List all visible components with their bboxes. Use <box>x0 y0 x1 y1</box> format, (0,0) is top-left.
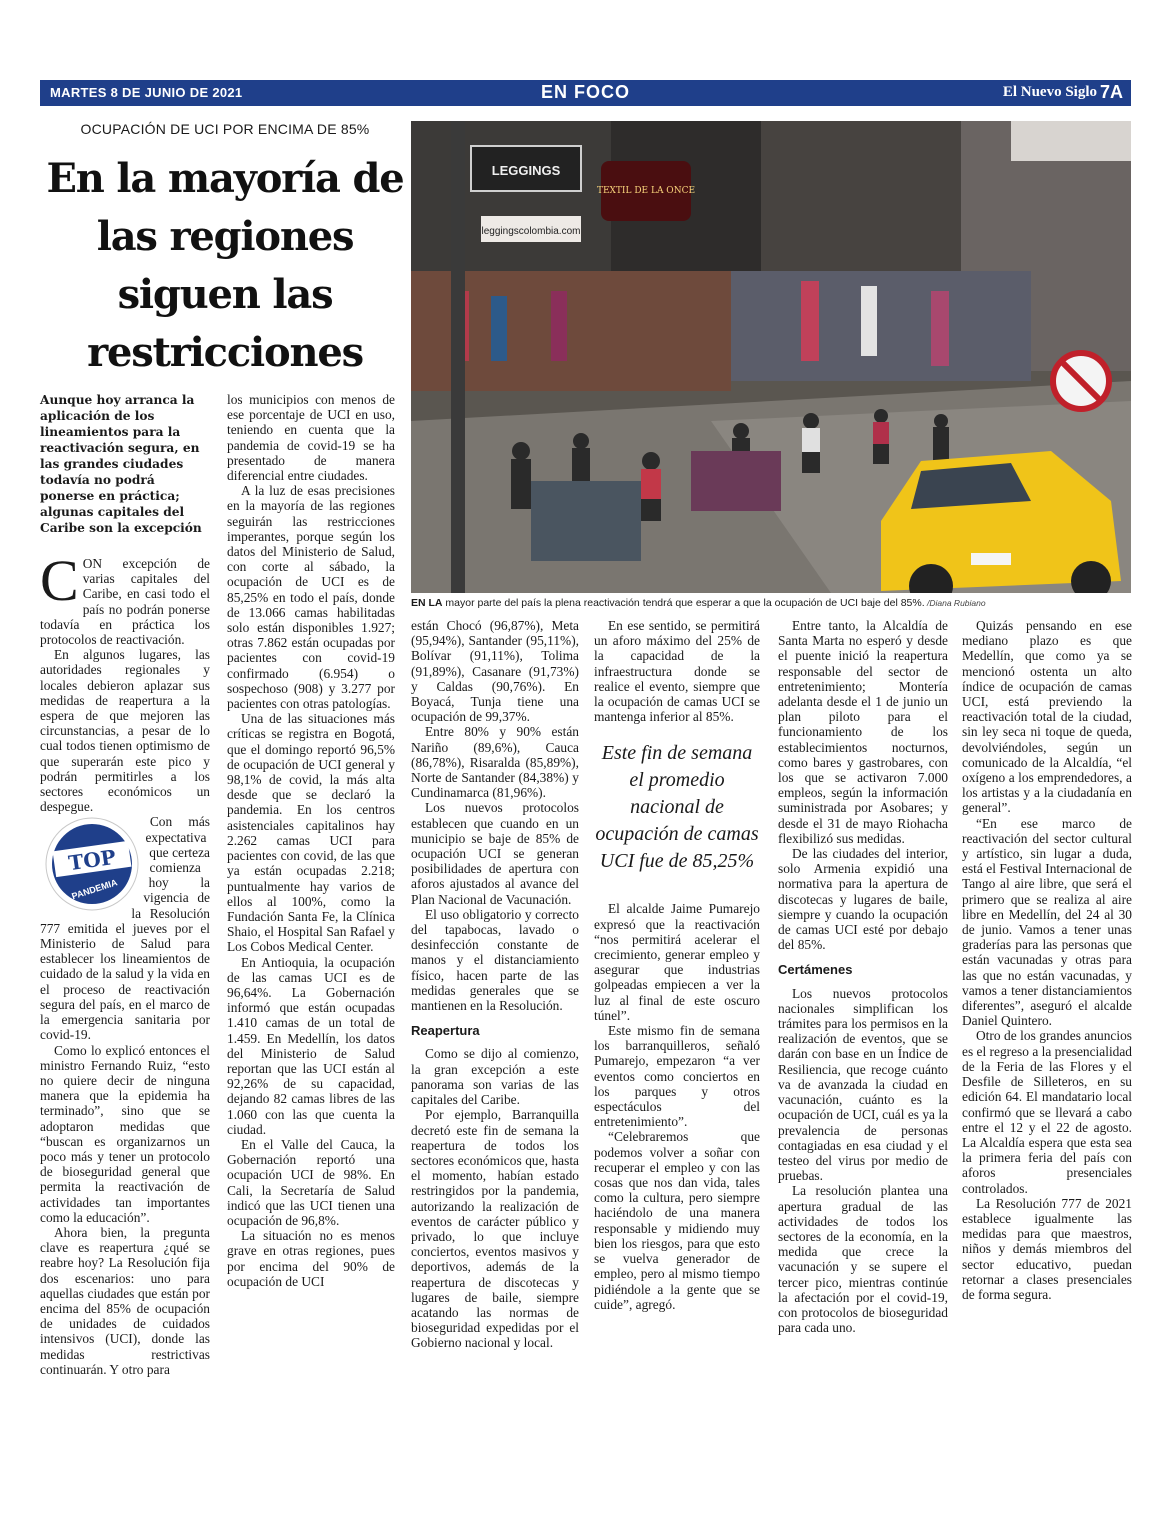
street-market-photo <box>411 121 1131 593</box>
article-headline: En la mayoría de las regiones siguen las restricciones <box>46 155 404 376</box>
col3-p6: Por ejemplo, Barranquilla decretó este fin de semana la reapertura de todos los sectores económicos que, hasta el momento, habían estado restringidos por la pandemia, autorizando la realización de eventos de carácter público y privado, lo que incluye conciertos, eventos masivos y deportivos, además de la reapertura de discotecas y lugares de baile, siempre acatando las normas de bioseguridad expedidas por el Gobierno nacional y local. <box>411 1107 579 1351</box>
col1-p3: Con más expectativa que certeza comienza hoy la vigencia de la Resolución 777 emitida el jueves por el Ministerio de Salud para establecer los lineamientos de cuidado de la salud y la vida en el proceso de reactivación segura del país, en el marco de la emergencia sanitaria por covid-19. <box>40 814 210 1043</box>
col1-p4: Como lo explicó entonces el ministro Fernando Ruiz, “esto no quiere decir de ninguna manera que la epidemia ha terminado”, sino que se adoptaron medidas que “buscan es organizarnos un poco más y tener un protocolo de bioseguridad general que permita la reactivación de actividades tan importantes como la educación”. <box>40 1042 210 1225</box>
caption-lead: EN LA <box>411 597 443 609</box>
col5-p3: Los nuevos protocolos nacionales simplifican los trámites para los permisos en la realización de eventos, que se darán con base en un Índice de Resiliencia, que recoge cuánto va de avanzada la ciudad en vacunación, cuánto es la ocupación de UCI, cuál es ya la prevalencia de personas contagiadas en esa ciudad y el testeo del virus por medio de pruebas. <box>778 985 948 1184</box>
column-2 <box>227 392 395 1289</box>
col2-p4: En Antioquia, la ocupación de las camas UCI es de 96,64%. La Gobernación informó que están ocupadas 1.410 camas de un total de 1.459. En Medellín, los datos del Ministerio de Salud reportan que las UCI están al 92,26% de su capacidad, dejando 82 camas libres de las 1.060 con las que cuenta la ciudad. <box>227 954 395 1137</box>
col5-p1: Entre tanto, la Alcaldía de Santa Marta no esperó y desde el puente inició la reapertura responsable del sector de entretenimiento; Montería adelanta desde el 1 de junio un plan piloto para el funcionamiento de los establecimientos nocturnos, como bares y gastrobares, con los que se activaron 7.000 empleos, según la información suministrada por Asobares; y desde el 31 de mayo Riohacha flexibilizó sus medidas. <box>778 618 948 846</box>
badge-top-label: TOP <box>67 845 118 876</box>
page-number: 7A <box>1099 82 1123 102</box>
col1-p5: Ahora bien, la pregunta clave es reapertura ¿qué se reabre hoy? La Resolución fija dos escenarios: uno para aquellas ciudades que están por encima del 85% de ocupación de unidades de cuidados intensivos (UCI), donde las medidas restrictivas continuarán. Y otro para <box>40 1224 210 1377</box>
photo-caption <box>411 597 1131 610</box>
col6-p2: “En ese marco de reactivación del sector cultural y artístico, sin lugar a duda, está el Festival Internacional de Tango al aire libre, que será el primero que se realiza al aire libre en Medellín, del 24 al 30 de junio. Vamos a tener unas graderías para las personas que están vacunadas y otras para las que no están vacunadas, y vamos a tener distanciamientos diferentes”, aseguró el alcalde Daniel Quintero. <box>962 815 1132 1029</box>
column-3 <box>411 618 579 1351</box>
col2-p6: La situación no es menos grave en otras regiones, pues por encima del 90% de ocupación de UCI <box>227 1228 395 1289</box>
col4-p1: En ese sentido, se permitirá un aforo máximo del 25% de la capacidad de la infraestructura donde se realice el evento, siempre que la ocupación de camas UCI se mantenga inferior al 85%. <box>594 618 760 725</box>
col3-p1: están Chocó (96,87%), Meta (95,94%), Santander (95,11%), Bolívar (91,11%), Tolima (91,89%), Casanare (91,73%) y Caldas (90,76%). En Boyacá, Tunja tiene una ocupación de 99,37%. <box>411 618 579 725</box>
pull-quote: Este fin de semana el promedio nacional de ocupación de camas UCI fue de 85,25% <box>595 742 759 873</box>
col6-p3: Otro de los grandes anuncios es el regreso a la presencialidad de la Feria de las Flores y el Desfile de Silleteros, en su edición 64. El mandatario local confirmó que se llevará a cabo entre el 12 y el 22 de agosto. La Alcaldía espera que esta sea la primera feria del país con aforos presenciales controlados. <box>962 1028 1132 1196</box>
col4-p4: “Celebraremos que podemos volver a soñar con recuperar el empleo y con las cosas que nos dan vida, tales como la cultura, pero siempre haciéndolo de una manera responsable y midiendo muy bien los riesgos, para que esto se vuelva generador de empleo, pero al mismo tiempo pidiéndole a la gente que se cuide”, agregó. <box>594 1129 760 1312</box>
col2-p2: A la luz de esas precisiones en la mayoría de las regiones seguirán las restricciones imperantes, porque según los datos del Ministerio de Salud, con corte al sábado, la ocupación de UCI es de 85,25% en todo el país, donde de 13.066 camas habilitadas solo están disponibles 1.927; otras 7.862 están ocupadas por pacientes con covid-19 confirmado (6.954) o sospechoso (908) y 3.277 por pacientes con otras patologías. <box>227 483 395 712</box>
col2-p5: En el Valle del Cauca, la Gobernación reportó una ocupación UCI de 98%. En Cali, la Secretaría de Salud indicó que las UCI tienen una ocupación de 96,8%. <box>227 1136 395 1228</box>
drop-cap: C <box>40 548 79 613</box>
subhead-reapertura: Reapertura <box>411 1023 480 1039</box>
subhead-certamenes: Certámenes <box>778 962 853 978</box>
section-name: EN FOCO <box>540 82 630 102</box>
badge-pandemia-label: PANDEMIA <box>70 877 119 902</box>
caption-text: mayor parte del país la plena reactivación tendrá que esperar a que la ocupación de UCI baje del 85%. <box>442 597 925 609</box>
col4-p3: Este mismo fin de semana los barranquilleros, señaló Pumarejo, empezaron “a ver eventos como conciertos en los parques y otros espectáculos del entretenimiento”. <box>594 1023 760 1130</box>
newspaper-name: El Nuevo Siglo <box>1002 84 1097 100</box>
lead-paragraph <box>40 548 210 648</box>
col3-p2: Entre 80% y 90% están Nariño (89,6%), Cauca (86,78%), Risaralda (85,89%), Norte de Santander (84,38%) y Cundinamarca (81,96%). <box>411 724 579 801</box>
col6-p4: La Resolución 777 de 2021 establece igualmente las medidas para que maestros, niños y demás miembros del sector educativo, puedan retornar a clases presenciales de forma segura. <box>962 1195 1132 1302</box>
col3-p5: Como se dijo al comienzo, la gran excepción a este panorama son varias de las capitales del Caribe. <box>411 1046 579 1108</box>
issue-date: MARTES 8 DE JUNIO DE 2021 <box>50 85 243 100</box>
col3-p4: El uso obligatorio y correcto del tapabocas, lavado o desinfección constante de manos y el distanciamiento físico, hacen parte de las medidas generales que se mantienen en la Resolución. <box>411 906 579 1014</box>
photo-sign-website: leggingscolombia.com <box>481 226 581 237</box>
col6-p1: Quizás pensando en ese mediano plazo es que Medellín, que como ya se mencionó ostenta un alto índice de ocupación de camas UCI, está previendo la reactivación total de la ciudad, sin ley seca ni toque de queda, devolviéndoles, según un comunicado de la Alcaldía, “el oxígeno a los emprendedores, a los artistas y a la ciudadanía en general”. <box>962 618 1132 816</box>
masthead-bar <box>40 80 1131 106</box>
col3-p3: Los nuevos protocolos establecen que cuando en un municipio se baje de 85% de ocupación UCI se generan posibilidades de apertura con aforos ajustados al avance del Plan Nacional de Vacunación. <box>411 800 579 907</box>
photo-sign-leggings: LEGGINGS <box>491 163 561 178</box>
col1-p2: En algunos lugares, las autoridades regionales y locales debieron aplazar sus medidas de reapertura a la espera de que mejoren las circunstancias, a pesar de lo cual todos tienen optimismo de que superarán este pico y podrán permitirles a los sectores económicos un despegue. <box>40 647 210 815</box>
col5-p2: De las ciudades del interior, solo Armenia expidió una normativa para la apertura de discotecas y lugares de baile, siempre y cuando la ocupación de camas UCI esté por debajo del 85%. <box>778 846 948 953</box>
article-dek: Aunque hoy arranca la aplicación de los lineamientos para la reactivación segura, en las grandes ciudades todavía no podrá ponerse en práctica; algunas capitales del Caribe son la excepción <box>40 393 202 535</box>
column-4 <box>594 618 760 1312</box>
column-6 <box>962 618 1132 1302</box>
top-pandemia-badge <box>40 816 144 912</box>
col2-p3: Una de las situaciones más críticas se registra en Bogotá, que el domingo reportó 96,5% de ocupación de UCI general y 98,1% de covid, la más alta desde que se declaró la pandemia. En los centros asistenciales capitalinos hay 2.262 camas UCI para pacientes con covid, de las que ya están ocupadas 2.218; puntualmente hay varios de ellos al 100%, como la Fundación Santa Fe, la Clínica Shaio, el Hospital San Rafael y Los Cobos Medical Center. <box>227 711 395 955</box>
col2-p1: los municipios con menos de ese porcentaje de UCI en uso, teniendo en cuenta que la pandemia de covid-19 se ha presentado de manera diferencial entre ciudades. <box>227 392 395 484</box>
col5-p4: La resolución plantea una apertura gradual de las actividades de todos los sectores de la economía, en la medida que crece la vacunación y se supere el tercer pico, mientras continúe la afectación por el covid-19, con protocolos de bioseguridad para cada uno. <box>778 1183 948 1336</box>
article-kicker: OCUPACIÓN DE UCI POR ENCIMA DE 85% <box>80 121 370 137</box>
col4-p2: El alcalde Jaime Pumarejo expresó que la reactivación “nos permitirá acelerar el crecimiento, generar empleo y asegurar que industrias golpeadas empiecen a ver la luz al final de este oscuro túnel”. <box>594 901 760 1023</box>
photo-credit: /Diana Rubiano <box>924 598 986 608</box>
photo-sign-textil: TEXTIL DE LA ONCE <box>596 186 696 196</box>
column-5 <box>778 618 948 1335</box>
col1-p1: ON excepción de varias capitales del Caribe, en casi todo el país no podrán ponerse todavía en práctica los protocolos de reactivación. <box>40 556 210 648</box>
column-1 <box>40 392 210 1377</box>
